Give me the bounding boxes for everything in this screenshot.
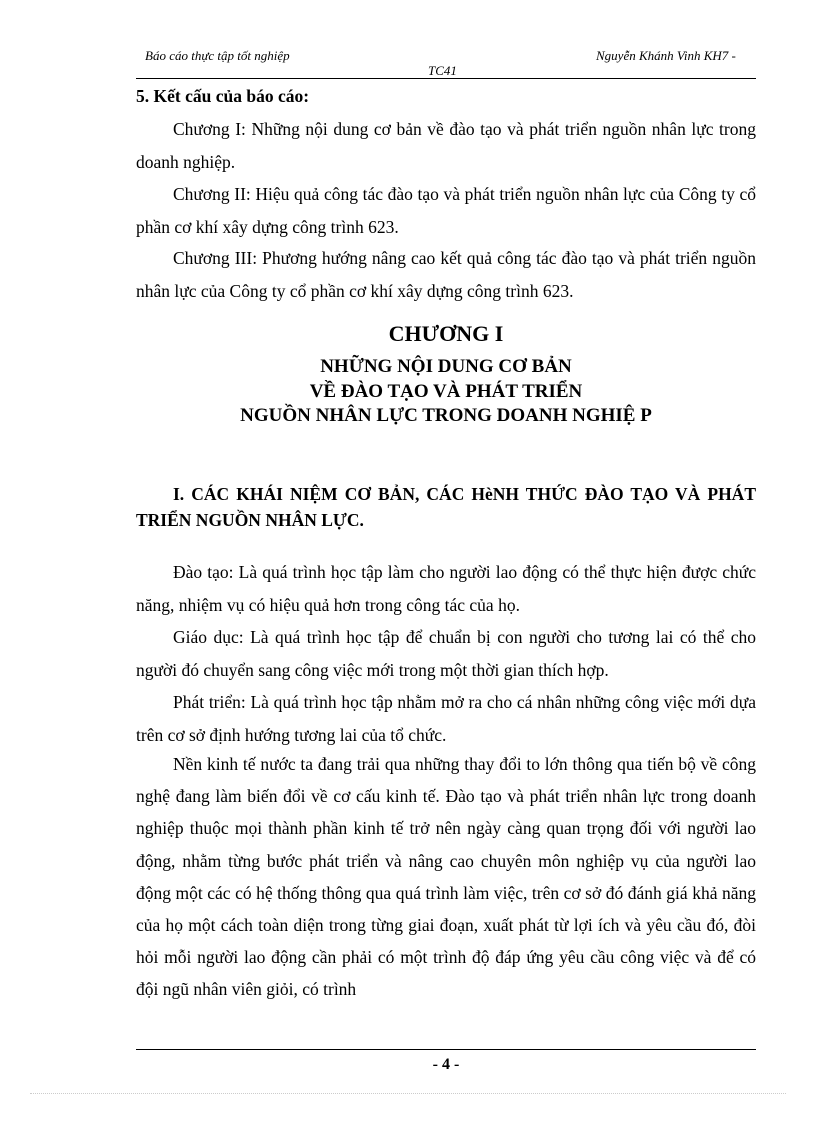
chapter-title-line-2: VỀ ĐÀO TẠO VÀ PHÁT TRIỂN [309,381,583,402]
definition-development: Phát triển: Là quá trình học tập nhằm mở ra cho cá nhân những công việc mới dựa trên cơ sở định hướng tương lai của tổ chức. [136,692,756,745]
footer-divider [136,1049,756,1050]
chapter-3-summary: Chương III: Phương hướng nâng cao kết quả công tác đào tạo và phát triển nguồn nhân lực của Công ty cổ phần cơ khí xây dựng công trình 623. [136,248,756,301]
definition-education: Giáo dục: Là quá trình học tập để chuẩn bị con người cho tương lai có thể cho người đó chuyển sang công việc mới trong một thời gian thích hợp. [136,627,756,680]
chapter-title-line-3: NGUỒN NHÂN LỰC TRONG DOANH NGHIỆ P [240,405,652,426]
section-5-heading: 5. Kết cấu của báo cáo: [136,86,310,106]
page-number: - 4 - [432,1056,460,1073]
header-class: TC41 [428,63,457,78]
header-divider [136,78,756,79]
chapter-title-line-1: NHỮNG NỘI DUNG CƠ BẢN [320,356,572,377]
header-report-title: Báo cáo thực tập tốt nghiệp [145,48,290,63]
definition-training: Đào tạo: Là quá trình học tập làm cho người lao động có thể thực hiện được chức năng, nhiệm vụ có hiệu quả hơn trong công tác của họ. [136,562,756,615]
page-bottom-dotted-line [30,1093,786,1094]
chapter-2-summary: Chương II: Hiệu quả công tác đào tạo và phát triển nguồn nhân lực của Công ty cổ phần cơ khí xây dựng công trình 623. [136,184,756,237]
header-author: Nguyễn Khánh Vinh KH7 - [596,48,736,63]
body-paragraph: Nền kinh tế nước ta đang trải qua những thay đổi to lớn thông qua tiến bộ về công nghệ đang làm biến đổi về cơ cấu kinh tế. Đào tạo và phát triển nhân lực trong doanh nghiệp thuộc mọi thành phần kinh tế trở nên ngày càng quan trọng đối với người lao động, nhằm từng bước phát triển và nâng cao chuyên môn nghiệp vụ của người lao động một các có hệ thống thông qua quá trình làm việc, trên cơ sở đó đánh giá khả năng của họ một cách toàn diện trong từng giai đoạn, xuất phát từ lợi ích và yêu cầu đó, đòi hỏi mỗi người lao động cần phải có một trình độ đáp ứng yêu cầu công việc và để có đội ngũ nhân viên giỏi, có trình [136,754,756,1000]
section-i-heading: I. CÁC KHÁI NIỆM CƠ BẢN, CÁC HèNH THỨC ĐÀO TẠO VÀ PHÁT TRIỂN NGUỒN NHÂN LỰC. [136,484,756,530]
chapter-label: CHƯƠNG I [388,321,504,346]
chapter-1-summary: Chương I: Những nội dung cơ bản về đào tạo và phát triển nguồn nhân lực trong doanh nghiệp. [136,119,756,172]
